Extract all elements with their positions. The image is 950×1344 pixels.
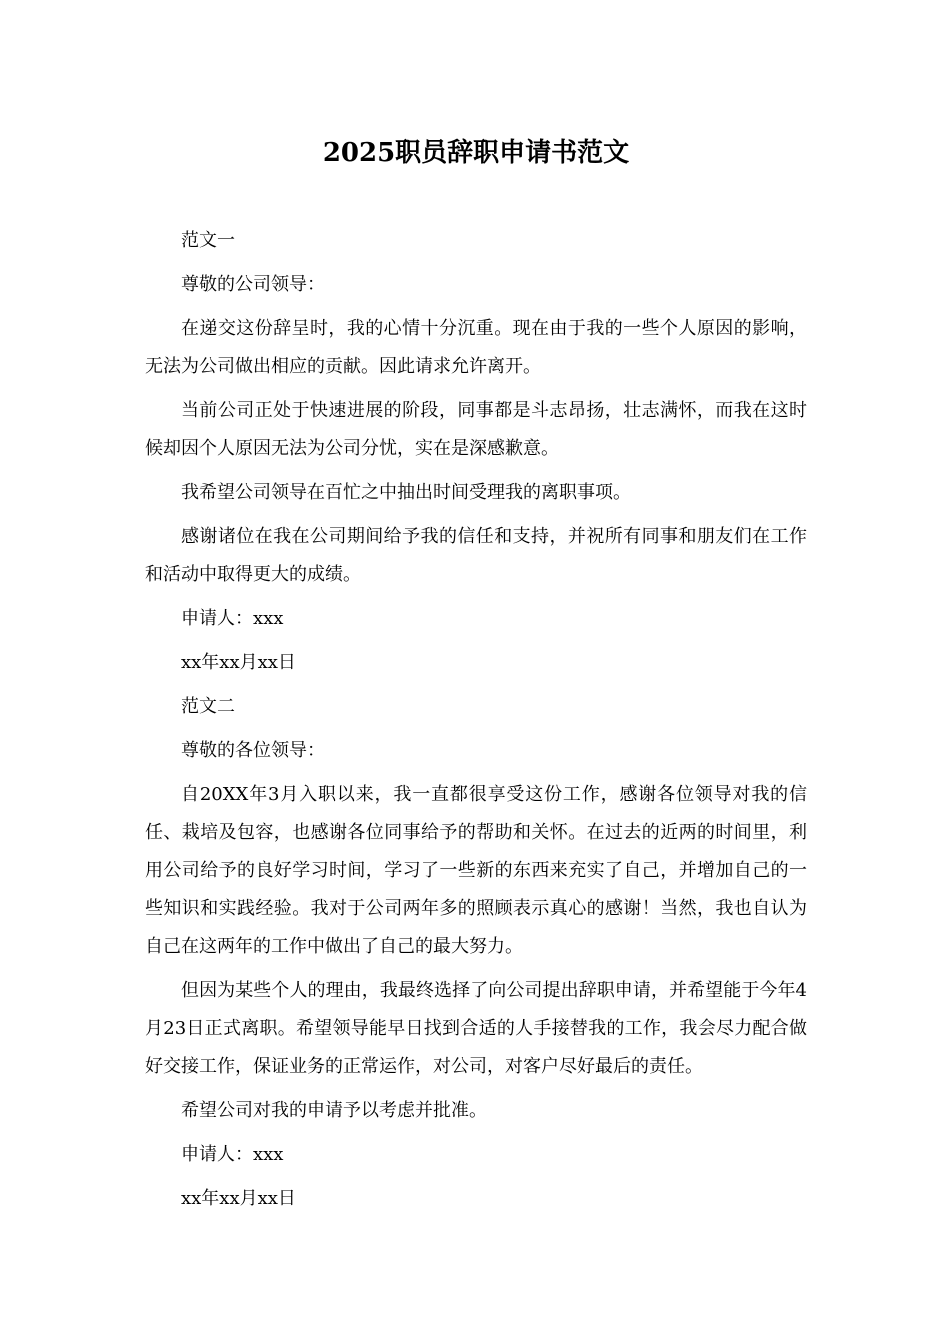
document-body xyxy=(145,222,807,1218)
document-title: 2025职员辞职申请书范文 xyxy=(322,138,630,168)
sample-two-paragraph: 自20XX年3月入职以来，我一直都很享受这份工作，感谢各位领导对我的信任、栽培及包容，也感谢各位同事给予的帮助和关怀。在过去的近两的时间里，利用公司给予的良好学习时间，学习了一些新的东西来充实了自己，并增加自己的一些知识和实践经验。我对于公司两年多的照顾表示真心的感谢！当然，我也自认为自己在这两年的工作中做出了自己的最大努力。 xyxy=(145,784,807,957)
sample-one-paragraph: 感谢诸位在我在公司期间给予我的信任和支持，并祝所有同事和朋友们在工作和活动中取得更大的成绩。 xyxy=(145,526,807,585)
sample-two-paragraph: 希望公司对我的申请予以考虑并批准。 xyxy=(181,1100,487,1121)
sample-one-salutation: 尊敬的公司领导： xyxy=(181,274,325,295)
sample-one-applicant: 申请人：xxx xyxy=(181,608,284,629)
sample-one-paragraph: 在递交这份辞呈时，我的心情十分沉重。现在由于我的一些个人原因的影响，无法为公司做出相应的贡献。因此请求允许离开。 xyxy=(145,318,807,377)
sample-two-heading: 范文二 xyxy=(181,696,235,717)
sample-two-paragraph: 但因为某些个人的理由，我最终选择了向公司提出辞职申请，并希望能于今年4月23日正式离职。希望领导能早日找到合适的人手接替我的工作，我会尽力配合做好交接工作，保证业务的正常运作，对公司，对客户尽好最后的责任。 xyxy=(145,980,807,1077)
sample-two-date: xx年xx月xx日 xyxy=(181,1188,296,1209)
sample-two-salutation: 尊敬的各位领导： xyxy=(181,740,325,761)
sample-one-paragraph: 当前公司正处于快速进展的阶段，同事都是斗志昂扬，壮志满怀，而我在这时候却因个人原因无法为公司分忧，实在是深感歉意。 xyxy=(145,400,807,459)
sample-one-date: xx年xx月xx日 xyxy=(181,652,296,673)
sample-two-applicant: 申请人：xxx xyxy=(181,1144,284,1165)
sample-one-heading: 范文一 xyxy=(181,230,235,251)
document-page xyxy=(145,0,807,1224)
sample-one-paragraph: 我希望公司领导在百忙之中抽出时间受理我的离职事项。 xyxy=(181,482,631,503)
